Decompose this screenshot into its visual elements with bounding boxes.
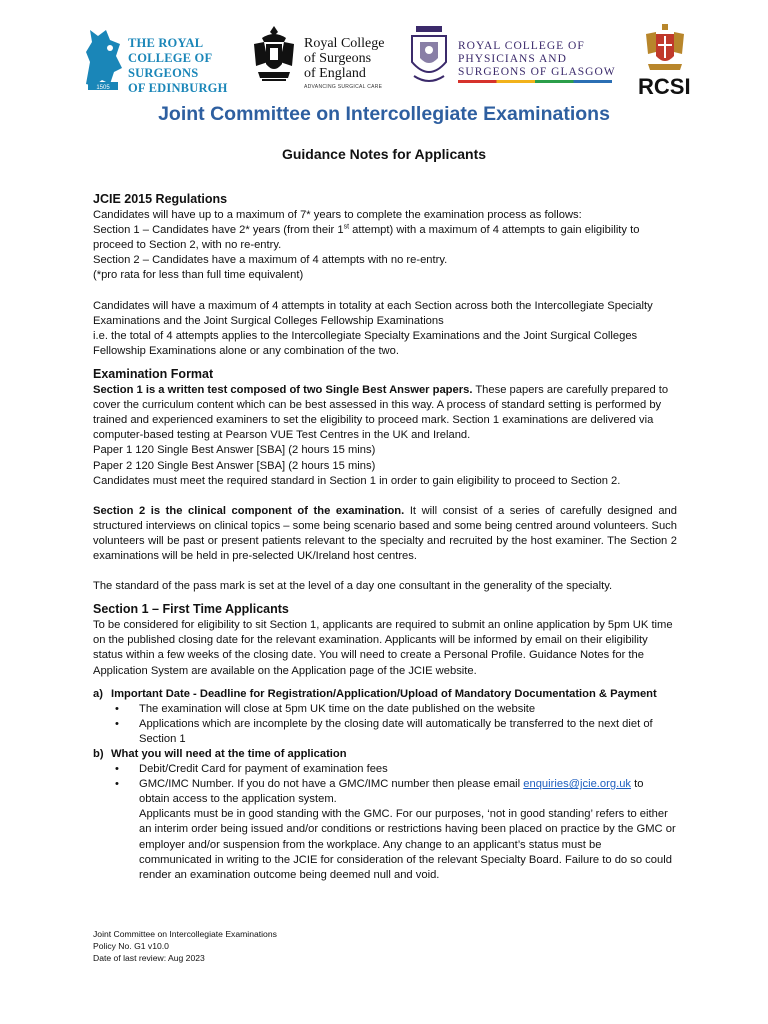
document-footer <box>93 928 277 964</box>
rcseng-line: of Surgeons <box>304 51 372 66</box>
unicorn-crest-icon <box>80 22 126 92</box>
good-standing-paragraph: Applicants must be in good standing with the GMC. For our purposes, ‘not in good standing’ refers to either an interim order being issued and/or conditions or restrictions having been placed on practice by the GMC or employer and/or suspension from the workplace. Any change to an applicant’s status must be communicated in writing to the JCIE for consideration of the relevant Specialty Board. Failure to do so could render an examination outcome being deemed null and void. <box>139 808 676 881</box>
coat-of-arms-icon <box>248 22 300 92</box>
rcsed-line: THE ROYAL <box>128 36 204 50</box>
list-item <box>115 762 677 777</box>
section1-intro: To be considered for eligibility to sit Section 1, applicants are required to submit an online application by 5pm UK time on the published closing date for the relevant examination. Applicants will be informed by email on their eligibility status within a few weeks of the closing date. You will need to create a Personal Profile. Guidance Notes for the Application System are available on the Application page of the JCIE website. <box>93 619 673 677</box>
format-heading: Examination Format <box>93 366 214 381</box>
text-span: to obtain access to the application system. <box>139 778 644 806</box>
regulations-section1-line <box>93 223 677 253</box>
text-span: Section 1 – Candidates have 2* years (from their 1 <box>93 224 344 237</box>
list-marker: b) <box>93 748 104 760</box>
list-item-text: Applications which are incomplete by the closing date will automatically be transferred to the next diet of Section 1 <box>139 717 653 745</box>
bullet-icon: • <box>115 702 119 715</box>
rcsed-line: SURGEONS <box>128 66 199 80</box>
subsection-b-list <box>115 762 677 883</box>
rcseng-line: Royal College <box>304 36 385 51</box>
rcsi-crest-icon <box>640 22 690 78</box>
list-item-text: The examination will close at 5pm UK time on the date published on the website <box>139 702 536 715</box>
section1-description <box>93 383 677 443</box>
list-item-text: Debit/Credit Card for payment of examination fees <box>139 763 388 776</box>
footer-line: Date of last review: Aug 2023 <box>93 953 205 963</box>
text-span: Section 2 is the clinical component of the examination. <box>93 504 405 517</box>
svg-text:1505: 1505 <box>96 85 110 91</box>
regulations-line: (*pro rata for less than full time equivalent) <box>93 269 304 282</box>
rcpsg-line: SURGEONS OF GLASGOW <box>458 66 616 78</box>
bullet-icon: • <box>115 778 119 791</box>
bullet-icon: • <box>115 763 119 776</box>
regulations-paragraph: Candidates will have a maximum of 4 attempts in totality at each Section across both the Intercollegiate Specialty Examinations and the Joint Surgical Colleges Fellowship Examinations <box>93 299 653 327</box>
list-item <box>115 777 677 883</box>
regulations-line: Candidates will have up to a maximum of 7* years to complete the examination process as follows: <box>93 209 582 222</box>
page-subtitle: Guidance Notes for Applicants <box>281 146 487 162</box>
subsection-title: What you will need at the time of application <box>111 748 347 760</box>
paper-line: Paper 1 120 Single Best Answer [SBA] (2 hours 15 mins) <box>93 444 376 457</box>
pass-mark-text: The standard of the pass mark is set at the level of a day one consultant in the generality of the specialty. <box>93 580 613 593</box>
subsection-title: Important Date - Deadline for Registration/Application/Upload of Mandatory Documentation & Payment <box>111 687 657 700</box>
text-span: These papers are carefully prepared to cover the curriculum content which can be best assessed in this way. A process of standard setting is performed by trained and experienced examiners to set the eligibility to proceed mark. Section 1 examinations are delivered via computer-based testing at Pearson VUE Test Centres in the UK and Ireland. <box>93 384 669 442</box>
regulations-heading: JCIE 2015 Regulations <box>93 192 228 206</box>
rcseng-tagline: ADVANCING SURGICAL CARE <box>304 84 383 90</box>
section1-heading: Section 1 – First Time Applicants <box>93 602 289 617</box>
text-span: GMC/IMC Number. If you do not have a GMC/IMC number then please email <box>139 778 524 791</box>
rcpsg-line: ROYAL COLLEGE OF <box>458 40 585 52</box>
subsection-b-heading <box>93 747 677 762</box>
document-body <box>93 192 677 883</box>
rcpsg-line: PHYSICIANS AND <box>458 53 567 65</box>
regulations-line: Section 2 – Candidates have a maximum of 4 attempts with no re-entry. <box>93 254 448 267</box>
footer-line: Joint Committee on Intercollegiate Examinations <box>93 929 277 939</box>
list-marker: a) <box>93 687 103 700</box>
shield-crest-icon <box>406 22 452 92</box>
superscript: st <box>343 223 350 231</box>
paper-line: Paper 2 120 Single Best Answer [SBA] (2 hours 15 mins) <box>93 459 376 472</box>
rcsed-line: OF EDINBURGH <box>128 81 228 95</box>
list-item <box>115 717 677 747</box>
rcsi-wordmark: RCSI <box>638 74 691 99</box>
page-title: Joint Committee on Intercollegiate Examinations <box>158 103 610 125</box>
text-span: attempt) with a maximum of 4 attempts to gain eligibility to proceed to Section 2, with no re-entry. <box>93 224 640 252</box>
college-logos-header <box>80 22 690 102</box>
list-item <box>115 702 677 717</box>
enquiries-email-link[interactable]: enquiries@jcie.org.uk <box>523 778 632 791</box>
section2-description <box>93 504 677 564</box>
rcsed-line: COLLEGE OF <box>128 51 213 65</box>
subsection-a-heading <box>93 687 677 702</box>
regulations-paragraph: i.e. the total of 4 attempts applies to the Intercollegiate Specialty Examinations and the Joint Surgical Colleges Fellowship Examinations alone or any combination of the two. <box>93 329 638 357</box>
rcseng-line: of England <box>304 66 366 81</box>
section1-requirement: Candidates must meet the required standard in Section 1 in order to gain eligibility to proceed to Section 2. <box>93 474 621 487</box>
text-span: Section 1 is a written test composed of two Single Best Answer papers. <box>93 384 473 397</box>
text-span: It will consist of a series of carefully designed and structured interviews on clinical topics – some being scenario based and some being centred around volunteers. Such volunteers will be past or present patients relevant to the specialty and recruited by the host examiner. The Section 2 examinations will be held in pre-selected UK/Ireland host centres. <box>93 504 677 562</box>
bullet-icon: • <box>115 717 119 730</box>
subsection-a-list <box>115 702 677 747</box>
footer-line: Policy No. G1 v10.0 <box>93 941 169 951</box>
rcpsg-color-bar <box>458 80 612 83</box>
